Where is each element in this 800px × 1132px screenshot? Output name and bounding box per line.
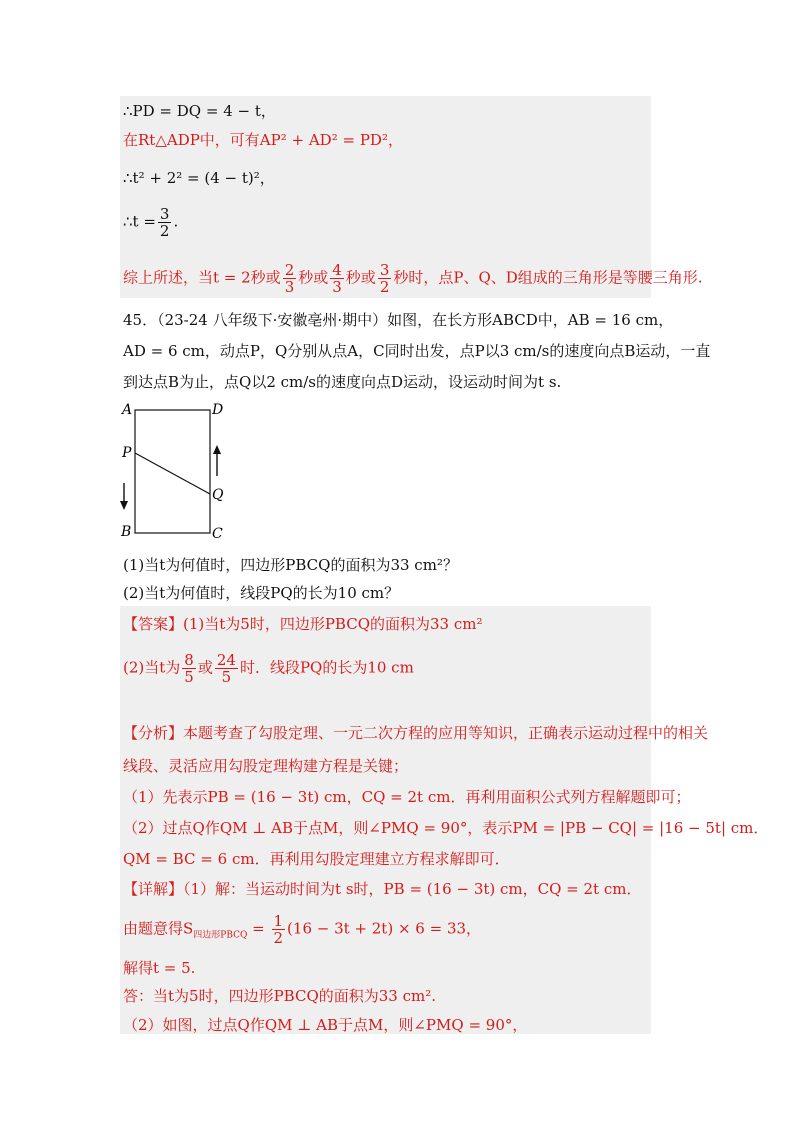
detail-line-1: 【详解】（1）解：当运动时间为t s时，PB = (16 − 3t) cm，CQ = 2t cm． — [123, 880, 642, 898]
fraction: $\frac{3}{2}$ — [379, 261, 390, 296]
fraction: $\frac{2}{3}$ — [284, 261, 295, 296]
detail-line-5: （2）如图，过点Q作QM ⊥ AB于点M，则∠PMQ = 90°， — [123, 1016, 528, 1034]
label-P: P — [122, 445, 132, 461]
analysis-step-1: （1）先表示PB = (16 − 3t) cm，CQ = 2t cm．再利用面积公式列方程解题即可； — [123, 788, 691, 806]
rectangle-figure — [110, 398, 250, 548]
detail-line-3: 解得t = 5. — [123, 959, 196, 977]
fraction: $\frac{1}{2}$ — [273, 912, 284, 947]
fraction: $\frac{4}{3}$ — [332, 261, 342, 296]
problem-line-3: 到达点B为止，点Q以2 cm/s的速度向点D运动，设运动时间为t s. — [123, 373, 562, 391]
analysis-tag: 【分析】 — [123, 724, 184, 742]
analysis-step-2: （2）过点Q作QM ⊥ AB于点M，则∠PMQ = 90°，表示PM = |PB − CQ| = |16 − 5t| cm． — [123, 819, 769, 837]
detail-tag: 【详解】 — [123, 880, 184, 898]
problem-line-2: AD = 6 cm，动点P，Q分别从点A，C同时出发，点P以3 cm/s的速度向点B运动，一直 — [123, 342, 711, 360]
question-1: (1)当t为何值时，四边形PBCQ的面积为33 cm²？ — [123, 556, 458, 574]
fraction: $\frac{3}{2}$ — [159, 205, 170, 240]
analysis-line-2: 线段、灵活应用勾股定理构建方程是关键； — [123, 757, 409, 775]
detail-line-4: 答：当t为5时，四边形PBCQ的面积为33 cm². — [123, 987, 437, 1005]
fraction: $\frac{8}{5}$ — [184, 651, 194, 686]
label-A: A — [122, 402, 133, 418]
analysis-step-3: QM = BC = 6 cm．再利用勾股定理建立方程求解即可． — [123, 850, 510, 868]
detail-line-2: 由题意得$S_{四边形PBCQ}$ = $\frac{1}{2}$ (16 − 3t + 2t) × 6 = 33， — [123, 912, 482, 947]
problem-line-1: 45．（23-24 八年级下·安徽亳州·期中）如图，在长方形ABCD中，AB = 16 cm， — [123, 311, 674, 329]
answer-line-2: (2)当t为 $\frac{8}{5}$ 或 $\frac{24}{5}$ 时．线段PQ的长为10 cm — [123, 651, 414, 686]
question-2: (2)当t为何值时，线段PQ的长为10 cm？ — [123, 584, 400, 602]
analysis-line-1: 【分析】本题考查了勾股定理、一元二次方程的应用等知识，正确表示运动过程中的相关 — [123, 724, 709, 742]
label-Q: Q — [212, 487, 224, 503]
label-B: B — [121, 524, 132, 540]
label-C: C — [212, 526, 223, 542]
solution-line-4: ∴t = $\frac{3}{2}$ . — [123, 205, 179, 240]
answer-tag: 【答案】 — [123, 615, 184, 633]
answer-line-1: 【答案】(1)当t为5时，四边形PBCQ的面积为33 cm² — [123, 615, 483, 633]
solution-line-3: ∴t² + 2² = (4 − t)²， — [123, 169, 275, 187]
solution-line-2: 在Rt△ADP中，可有AP² + AD² = PD²， — [123, 131, 403, 149]
solution-line-1: ∴PD = DQ = 4 − t， — [123, 102, 276, 120]
label-D: D — [212, 402, 224, 418]
solution-conclusion: 综上所述，当t = 2秒或 $\frac{2}{3}$ 秒或 $\frac{4}{3}$ 秒或 $\frac{3}{2}$ 秒时，点P、Q、D组成的三角形是等腰三角形. — [123, 261, 703, 296]
fraction: $\frac{24}{5}$ — [216, 651, 236, 686]
